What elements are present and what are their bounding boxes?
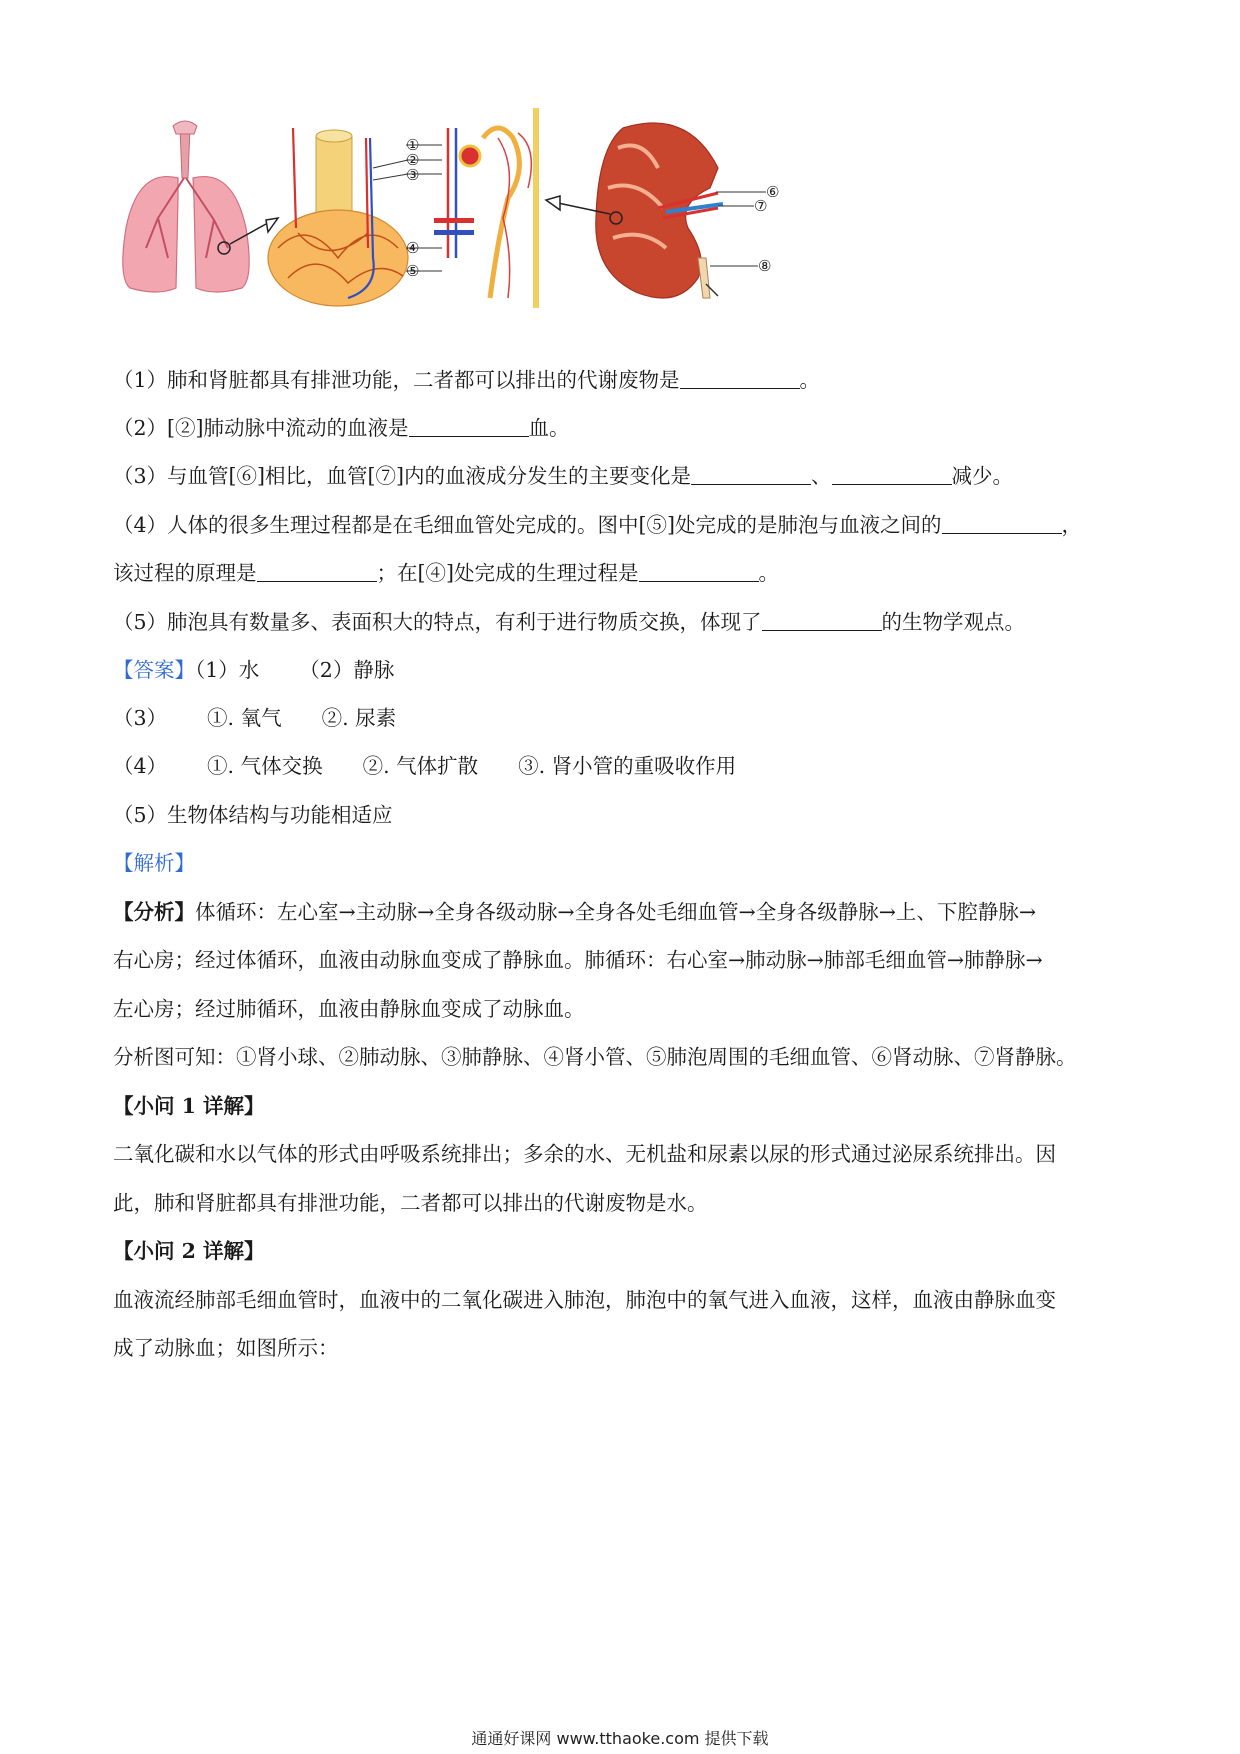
answer-line-4: （5）生物体结构与功能相适应 xyxy=(113,803,393,827)
answer-blank xyxy=(257,561,377,582)
answer-blank xyxy=(639,561,759,582)
sub-question-2-line-1: 血液流经肺部毛细血管时，血液中的二氧化碳进入肺泡，肺泡中的氧气进入血液，这样，血液由静脉血变 xyxy=(113,1288,1056,1312)
kidney-illustration xyxy=(546,123,766,298)
sub-question-2-title: 【小问 2 详解】 xyxy=(113,1239,265,1263)
label-3: ③ xyxy=(406,166,420,184)
lung-kidney-figure xyxy=(118,108,898,343)
answer-blank xyxy=(680,368,800,389)
sub-question-1-title: 【小问 1 详解】 xyxy=(113,1094,265,1118)
sub-question-2-line-2: 成了动脉血；如图所示： xyxy=(113,1336,339,1360)
lungs-illustration xyxy=(123,121,278,292)
question-4-continued: 该过程的原理是 ；在[④]处完成的生理过程是 。 xyxy=(113,561,779,585)
label-8: ⑧ xyxy=(758,257,772,275)
analysis-paragraph-2: 分析图可知：①肾小球、②肺动脉、③肺静脉、④肾小管、⑤肺泡周围的毛细血管、⑥肾动脉、⑦肾静脉。 xyxy=(113,1045,1077,1069)
sub-question-1-line-1: 二氧化碳和水以气体的形式由呼吸系统排出；多余的水、无机盐和尿素以尿的形式通过泌尿系统排出。因 xyxy=(113,1142,1056,1166)
label-5: ⑤ xyxy=(406,262,420,280)
sub-question-1-line-2: 此，肺和肾脏都具有排泄功能，二者都可以排出的代谢废物是水。 xyxy=(113,1191,708,1215)
answer-blank xyxy=(942,513,1062,534)
question-4: （4）人体的很多生理过程都是在毛细血管处完成的。图中[⑤]处完成的是肺泡与血液之间的 ， xyxy=(113,513,1083,537)
page-footer: 通通好课网 www.tthaoke.com 提供下载 xyxy=(471,1729,769,1748)
analysis-paragraph-1-line-2: 右心房；经过体循环，血液由动脉血变成了静脉血。肺循环：右心室→肺动脉→肺部毛细血管→肺静脉→ xyxy=(113,948,1043,972)
answer-blank xyxy=(832,464,952,485)
answer-line-2: （3） ①. 氧气 ②. 尿素 xyxy=(113,706,397,730)
label-2: ② xyxy=(406,151,420,169)
analysis-paragraph-1-line-1: 【分析】体循环：左心室→主动脉→全身各级动脉→全身各处毛细血管→全身各级静脉→上、下腔静脉→ xyxy=(113,900,1037,924)
analysis-tag: 【解析】 xyxy=(113,851,195,875)
answer-blank xyxy=(409,416,529,437)
alveoli-illustration xyxy=(268,128,408,306)
answer-tag: 【答案】 xyxy=(113,658,195,682)
label-7: ⑦ xyxy=(754,197,768,215)
answer-line-3: （4） ①. 气体交换 ②. 气体扩散 ③. 肾小管的重吸收作用 xyxy=(113,754,737,778)
analysis-paragraph-1-line-3: 左心房；经过肺循环，血液由静脉血变成了动脉血。 xyxy=(113,997,585,1021)
answer-line-1: 【答案】（1）水 （2）静脉 xyxy=(113,658,395,682)
question-2: （2）[②]肺动脉中流动的血液是 血。 xyxy=(113,416,570,440)
question-1: （1）肺和肾脏都具有排泄功能，二者都可以排出的代谢废物是 。 xyxy=(113,368,821,392)
question-5: （5）肺泡具有数量多、表面积大的特点，有利于进行物质交换，体现了 的生物学观点。 xyxy=(113,610,1026,634)
label-1: ① xyxy=(406,136,420,154)
label-4: ④ xyxy=(406,239,420,257)
question-3: （3）与血管[⑥]相比，血管[⑦]内的血液成分发生的主要变化是 、 减少。 xyxy=(113,464,1014,488)
label-6: ⑥ xyxy=(766,183,780,201)
answer-blank xyxy=(762,610,882,631)
answer-blank xyxy=(691,464,811,485)
